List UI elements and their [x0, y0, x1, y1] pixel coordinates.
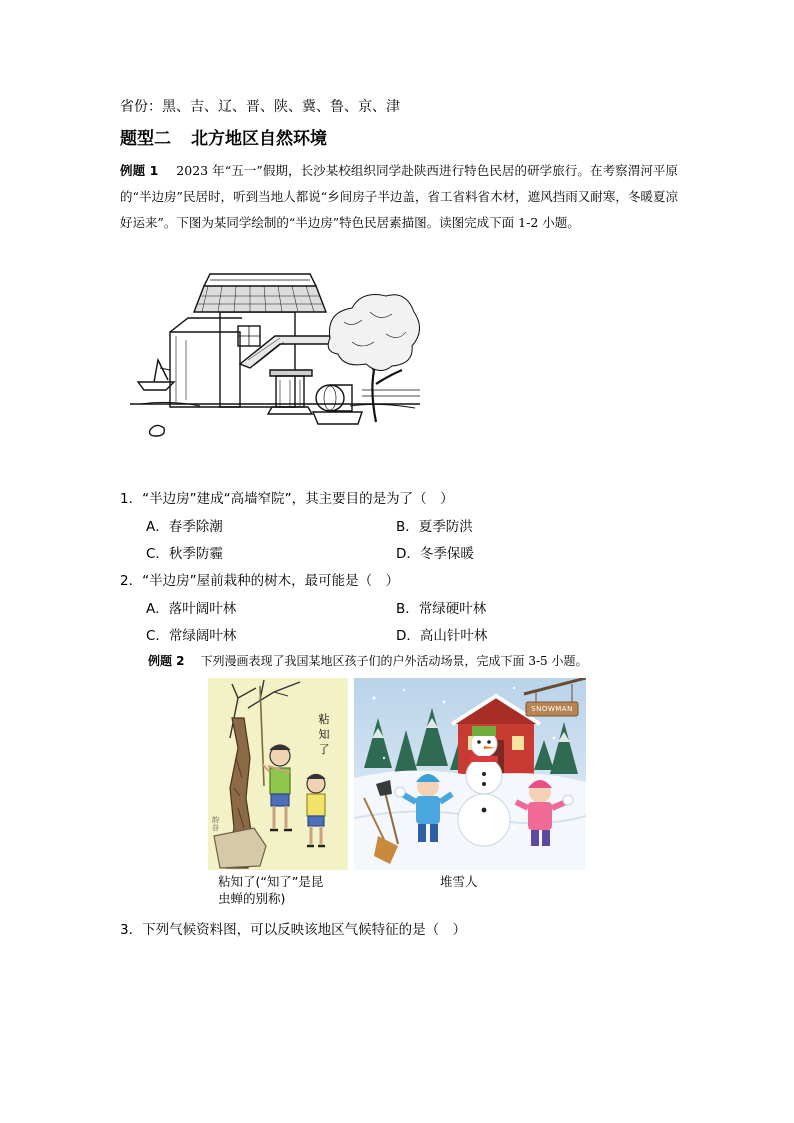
question-2-option-b[interactable]: B．常绿硬叶林	[396, 601, 487, 617]
province-list: 省份：黑、吉、辽、晋、陕、冀、鲁、京、津	[120, 99, 400, 115]
question-2-option-d[interactable]: D．高山针叶林	[396, 628, 488, 644]
half-house-sketch	[130, 272, 420, 442]
cicada-caption-line-2: 虫蝉的别称)	[218, 891, 286, 906]
example-2-text: 下列漫画表现了我国某地区孩子们的户外活动场景，完成下面 3-5 小题。	[200, 654, 588, 668]
example-1-paragraph	[120, 158, 678, 236]
snowman-sign: SNOWMAN	[531, 705, 573, 713]
question-3-stem: 3．下列气候资料图，可以反映该地区气候特征的是（ ）	[120, 922, 467, 938]
question-1-option-b[interactable]: B．夏季防洪	[396, 519, 473, 535]
cartoon-speech: 粘知了	[318, 713, 330, 756]
example-2-paragraph	[148, 652, 588, 669]
snowman-scene	[354, 678, 586, 870]
question-1-option-c[interactable]: C．秋季防霾	[146, 546, 223, 562]
cicada-caption-line-1: 粘知了(“知了”是昆	[218, 874, 324, 889]
snowman-caption: 堆雪人	[440, 874, 478, 889]
question-2-option-c[interactable]: C．常绿阔叶林	[146, 628, 237, 644]
cicada-cartoon	[208, 678, 348, 870]
example-2-label: 例题 2	[148, 654, 185, 668]
section-title	[120, 124, 327, 149]
section-label: 题型二	[120, 129, 171, 149]
question-2-stem: 2．“半边房”屋前栽种的树木，最可能是（ ）	[120, 573, 400, 589]
question-1-option-a[interactable]: A．春季除潮	[146, 519, 223, 535]
cartoon-signature: 韵谷	[212, 816, 219, 832]
example-1-label: 例题 1	[120, 163, 159, 178]
question-2-option-a[interactable]: A．落叶阔叶林	[146, 601, 237, 617]
example-1-text: 2023 年“五一”假期，长沙某校组织同学赴陕西进行特色民居的研学旅行。在考察渭河平原的“半边房”民居时，听到当地人都说“乡间房子半边盖，省工省料省木材，遮风挡雨又耐寒，冬暖夏凉好运来”。下图为某同学绘制的“半边房”特色民居素描图。读图完成下面 1-2 小题。	[120, 163, 678, 230]
section-heading: 北方地区自然环境	[191, 129, 327, 149]
question-1-option-d[interactable]: D．冬季保暖	[396, 546, 474, 562]
cicada-caption	[218, 873, 323, 907]
question-1-stem: 1．“半边房”建成“高墙窄院”，其主要目的是为了（ ）	[120, 491, 454, 507]
